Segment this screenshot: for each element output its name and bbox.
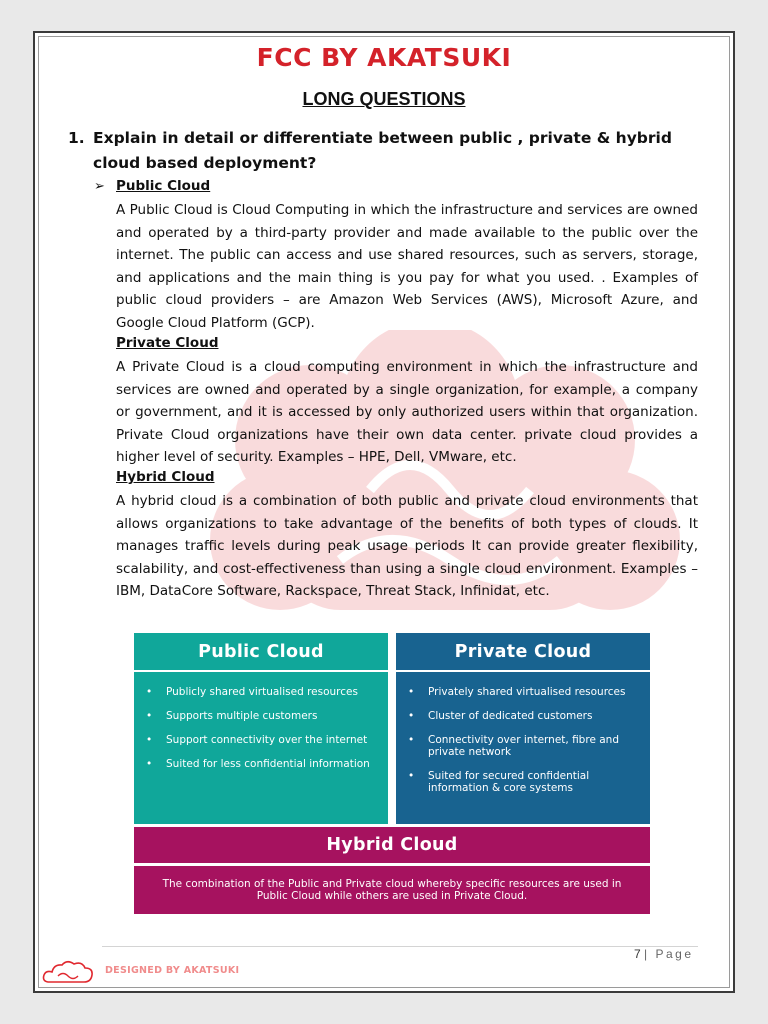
list-item: • Support connectivity over the internet: [166, 734, 376, 746]
list-item: • Suited for less confidential information: [166, 758, 376, 770]
list-item: • Privately shared virtualised resources: [428, 686, 638, 698]
private-cloud-list: [396, 672, 650, 794]
question: [68, 126, 708, 176]
footer-divider: [102, 946, 698, 947]
hybrid-cloud-heading: Hybrid Cloud: [116, 469, 215, 485]
private-cloud-box: [396, 672, 650, 824]
public-cloud-box: [134, 672, 388, 824]
arrow-right-icon: ➢: [94, 178, 105, 193]
hybrid-cloud-box-title: Hybrid Cloud: [134, 827, 650, 863]
brand-title: FCC BY AKATSUKI: [256, 43, 512, 72]
question-number: 1.: [68, 129, 85, 147]
page-label: | Page: [644, 947, 694, 961]
private-cloud-paragraph: A Private Cloud is a cloud computing environment in which the infrastructure and services are owned and operated by a single organization, for example, a company or government, and it is accessed by only authorized users within that organization. Private Cloud organizations have their own data center. private cloud provides a higher level of security. Examples – HPE, Dell, VMware, etc.: [116, 359, 698, 465]
question-text: Explain in detail or differentiate between public , private & hybrid cloud based deployment?: [93, 129, 672, 172]
list-item: • Publicly shared virtualised resources: [166, 686, 376, 698]
private-cloud-box-title: Private Cloud: [396, 633, 650, 670]
page-number-value: 7: [634, 947, 641, 961]
public-cloud-box-title: Public Cloud: [134, 633, 388, 670]
footer-brand: DESIGNED BY AKATSUKI: [105, 965, 240, 976]
list-item: • Cluster of dedicated customers: [428, 710, 638, 722]
page-number: [634, 947, 694, 961]
section-title: LONG QUESTIONS: [302, 89, 466, 109]
list-item: • Supports multiple customers: [166, 710, 376, 722]
public-cloud-paragraph: A Public Cloud is Cloud Computing in which the infrastructure and services are owned and operated by a third-party provider and made available to the public over the internet. The public can access and use shared resources, such as servers, storage, and applications and the main thing is you pay for what you used. . Examples of public cloud providers – are Amazon Web Services (AWS), Microsoft Azure, and Google Cloud Platform (GCP).: [116, 202, 698, 331]
public-cloud-list: [134, 672, 388, 770]
red-cloud-icon: [40, 958, 100, 988]
hybrid-cloud-description: The combination of the Public and Private cloud whereby specific resources are used in Public Cloud while others are used in Private Cloud.: [134, 866, 650, 914]
hybrid-cloud-paragraph: A hybrid cloud is a combination of both public and private cloud environments that allows organizations to take advantage of the benefits of both types of clouds. It manages traffic levels during peak usage periods It can provide greater flexibility, scalability, and cost-effectiveness than using a single cloud environment. Examples – IBM, DataCore Software, Rackspace, Threat Stack, Infinidat, etc.: [116, 493, 698, 599]
list-item: • Suited for secured confidential information & core systems: [428, 770, 638, 794]
public-cloud-heading: Public Cloud: [116, 178, 211, 194]
cloud-comparison-diagram: [122, 627, 664, 923]
private-cloud-heading: Private Cloud: [116, 335, 219, 351]
list-item: • Connectivity over internet, fibre and private network: [428, 734, 638, 758]
